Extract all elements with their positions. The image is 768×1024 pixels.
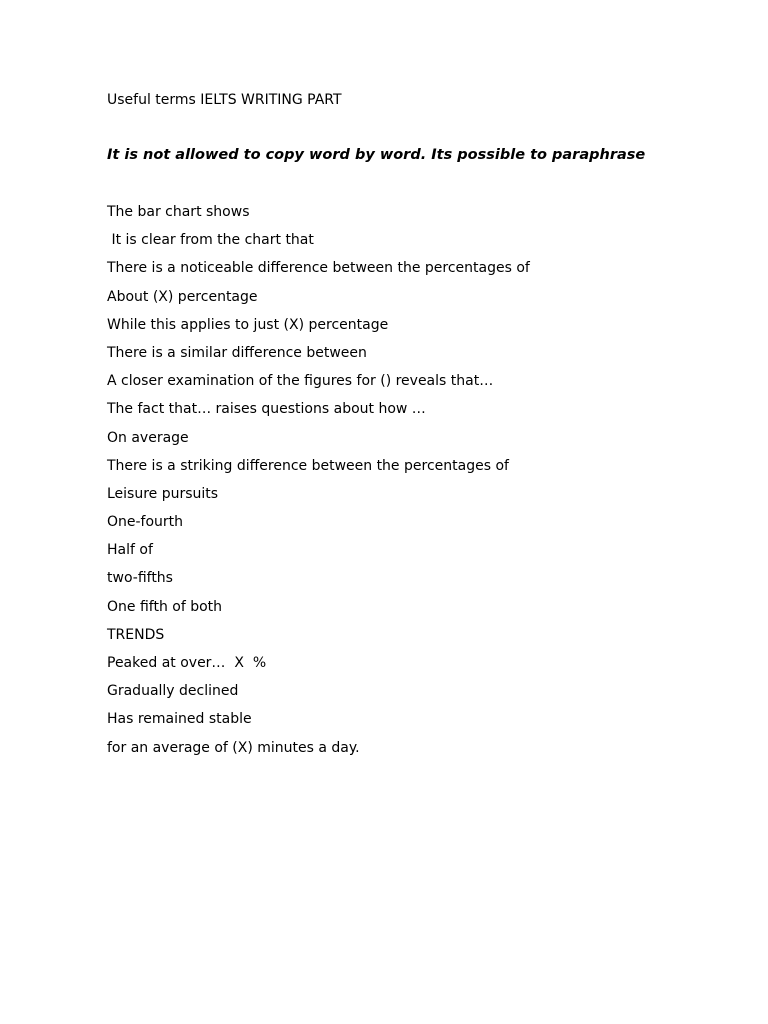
phrase-item: two-fifths xyxy=(107,570,173,587)
phrase-item: for an average of (X) minutes a day. xyxy=(107,739,360,756)
phrase-item: Peaked at over… X % xyxy=(107,655,267,671)
phrase-item: Gradually declined xyxy=(107,683,239,700)
phrase-item: On average xyxy=(107,429,189,446)
phrase-item: It is clear from the chart that xyxy=(107,232,314,249)
phrase-item: Leisure pursuits xyxy=(107,485,219,502)
phrase-item: The fact that… raises questions about how … xyxy=(107,401,426,418)
phrase-item: There is a noticeable difference between the percentages of xyxy=(107,260,530,277)
phrase-item: One fifth of both xyxy=(107,598,223,615)
phrase-item: A closer examination of the figures for () reveals that… xyxy=(107,373,494,390)
instruction-note: It is not allowed to copy word by word. Its possible to paraphrase xyxy=(107,147,646,163)
phrase-item: About (X) percentage xyxy=(107,288,258,305)
phrase-item: The bar chart shows xyxy=(107,204,250,220)
phrase-item: Half of xyxy=(107,542,153,559)
phrase-item-trends-heading: TRENDS xyxy=(107,626,165,643)
document-title: Useful terms IELTS WRITING PART xyxy=(107,92,342,108)
phrase-list xyxy=(107,203,530,767)
phrase-item: There is a similar difference between xyxy=(107,344,367,361)
phrase-item: One-fourth xyxy=(107,514,184,531)
phrase-item: While this applies to just (X) percentage xyxy=(107,316,389,333)
phrase-item: Has remained stable xyxy=(107,711,252,728)
phrase-item: There is a striking difference between the percentages of xyxy=(107,457,509,474)
